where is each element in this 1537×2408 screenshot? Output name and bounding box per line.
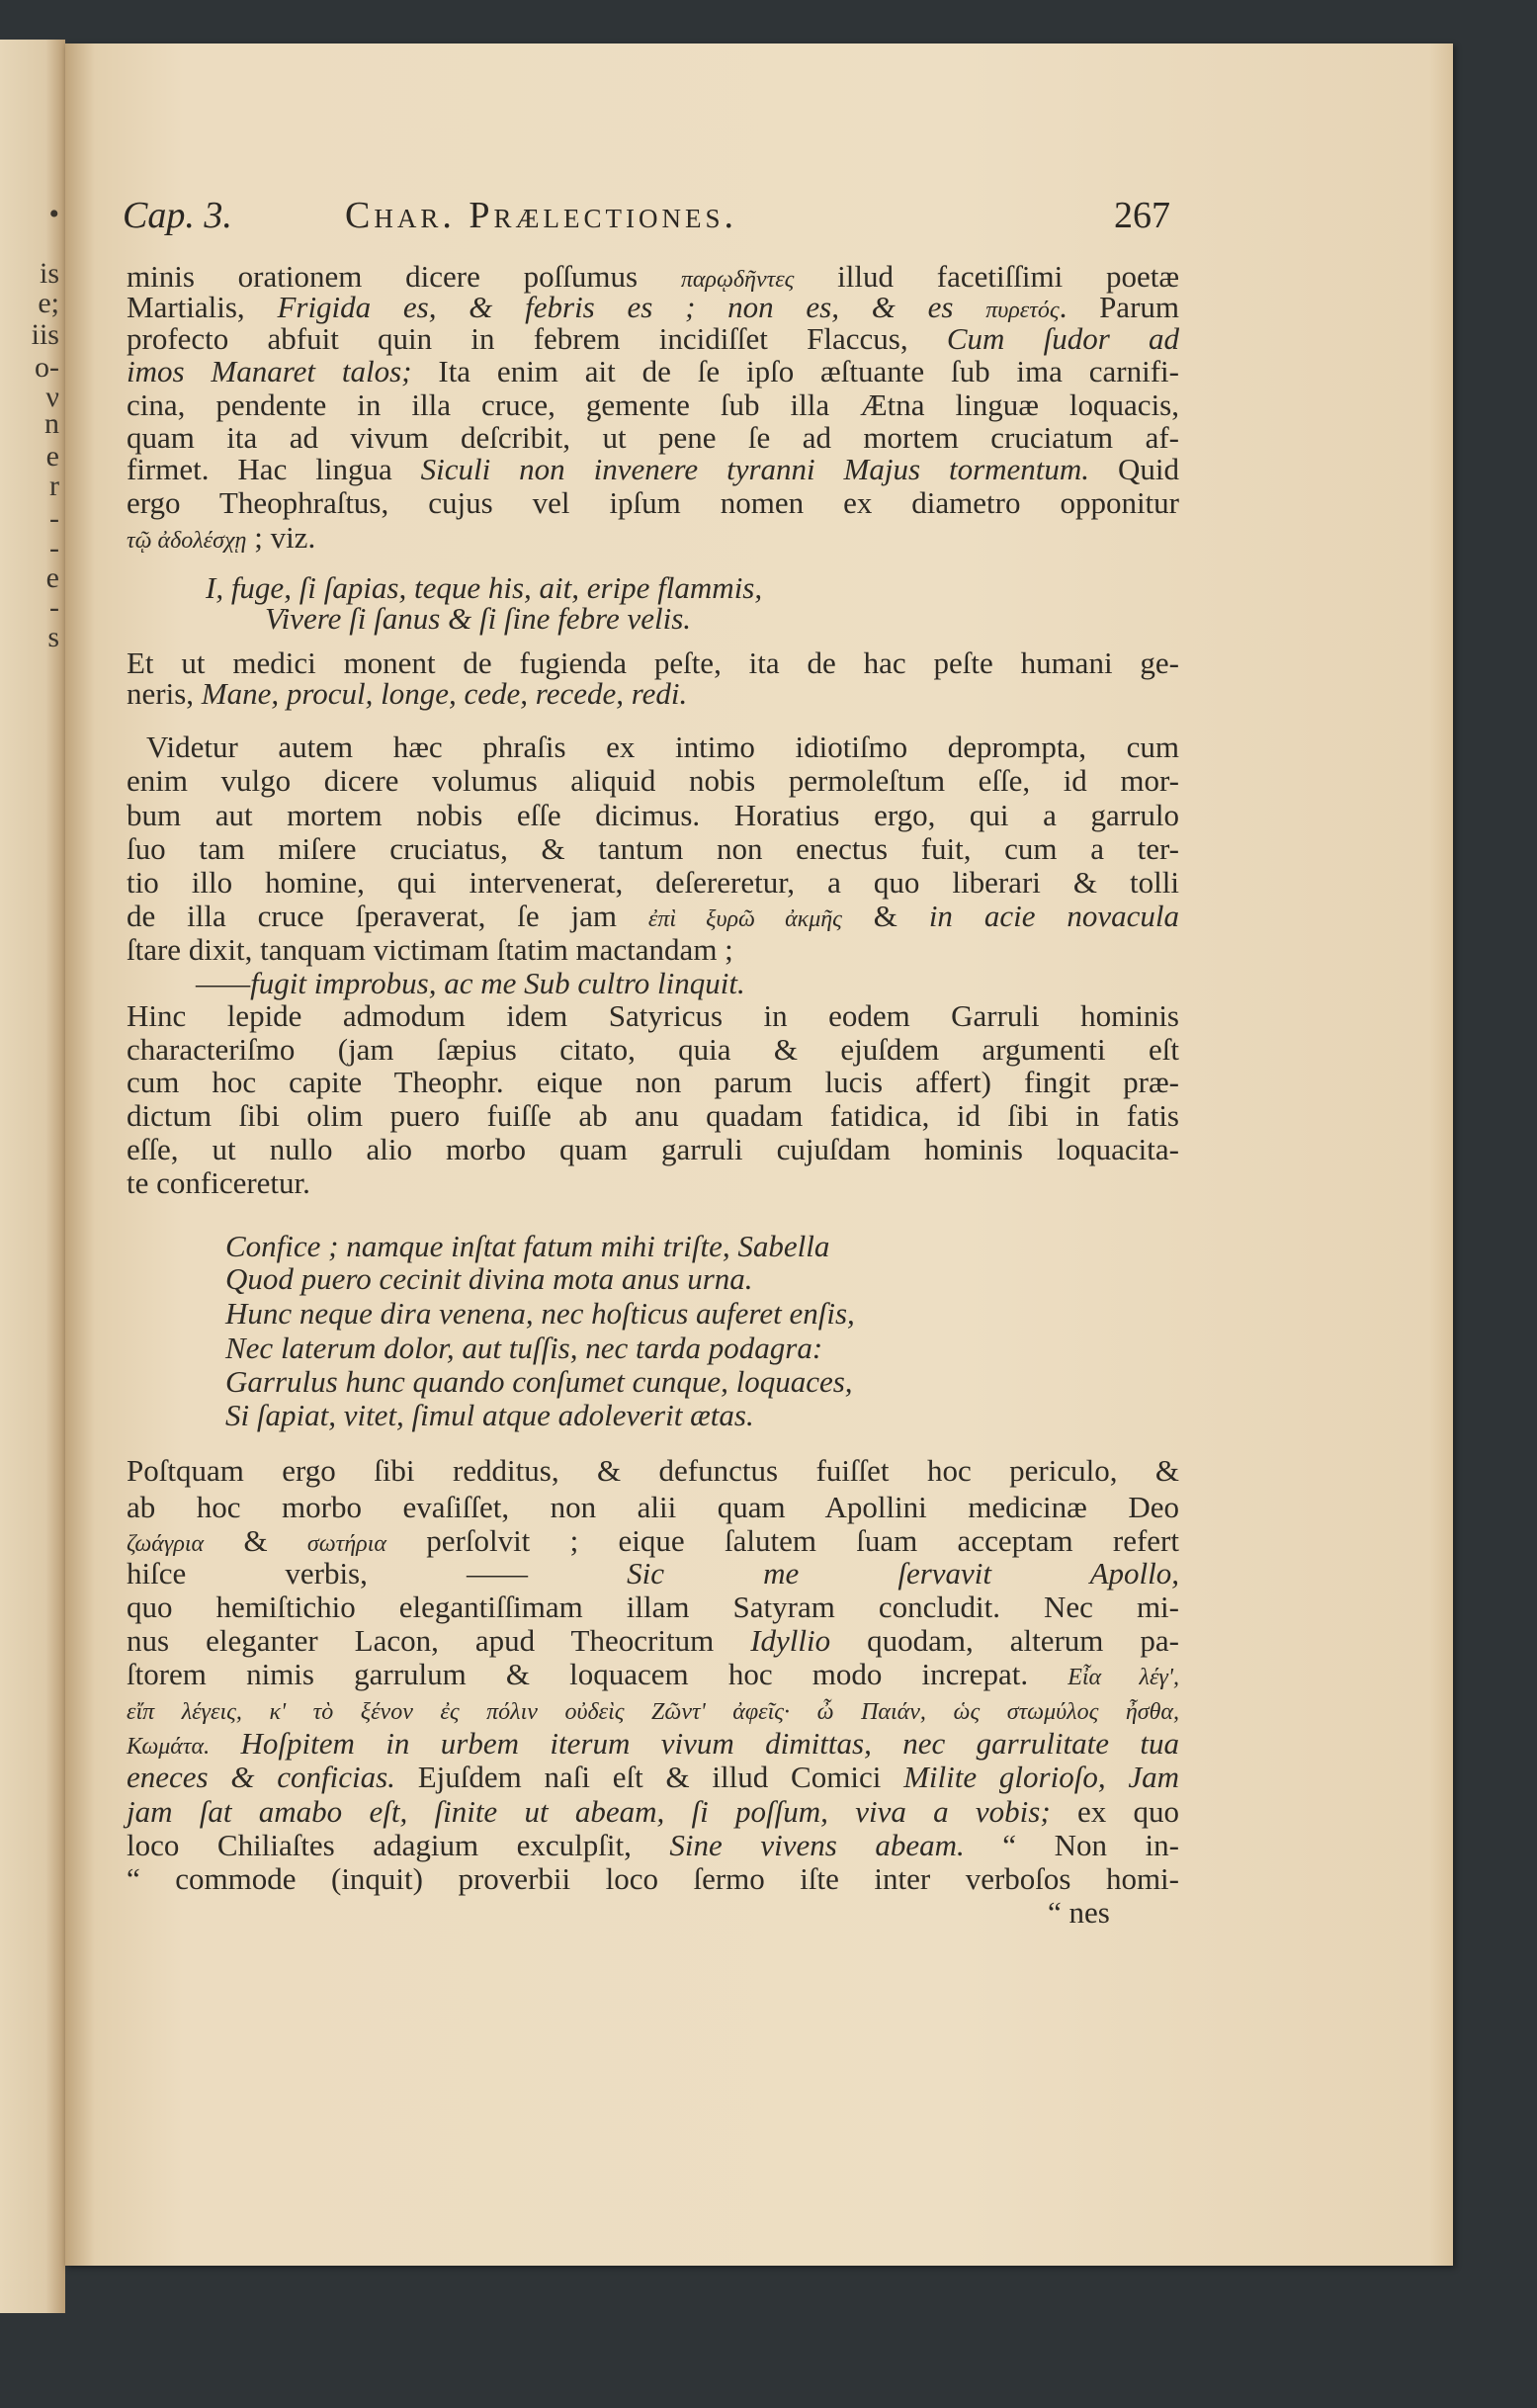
greek-text: Κωμάτα. (127, 1734, 211, 1760)
roman-text: Ejuſdem naſi eſt & illud Comici (394, 1760, 904, 1794)
facing-page-fragment: - (49, 502, 59, 535)
text-line (127, 1862, 1179, 1896)
facing-page-fragment: e (45, 561, 59, 594)
text-line (127, 1591, 1179, 1624)
verse-line (225, 1332, 1179, 1365)
greek-text: τῷ ἀδολέσχῃ (127, 528, 247, 554)
verse-line (225, 1365, 1179, 1399)
facing-page-fragment: - (49, 532, 59, 564)
roman-text: hiſce verbis, —— (127, 1556, 628, 1591)
roman-text: minis orationem dicere poſſumus (127, 259, 681, 294)
verse-line (206, 571, 1179, 605)
facing-page-fragment: ν (45, 381, 59, 413)
running-title: Char. Prælectiones. (345, 195, 737, 236)
page-number: 267 (1114, 195, 1170, 236)
roman-text: ex quo (1050, 1794, 1179, 1829)
roman-text: “ Non in- (964, 1828, 1179, 1862)
verse-line (196, 967, 1179, 1000)
roman-text: cina, pendente in illa cruce, gemente ſub illa Ætna linguæ loquacis, (127, 387, 1179, 422)
text-line (127, 1491, 1179, 1524)
text-line (127, 1166, 1179, 1200)
roman-text: . Parum (1059, 290, 1180, 324)
text-line (127, 1829, 1179, 1862)
roman-text: profecto abfuit quin in febrem incidiſſet Flaccus, (127, 321, 947, 356)
text-line (127, 1133, 1179, 1166)
greek-text: σωτήρια (306, 1531, 386, 1557)
roman-text: loco Chiliaſtes adagium exculpſit, (127, 1828, 670, 1862)
italic-text: Hoſpitem in urbem iterum vivum dimittas, nec garrulitate tua (210, 1726, 1179, 1761)
roman-text: quo hemiſtichio elegantiſſimam illam Satyram concludit. Nec mi- (127, 1590, 1179, 1624)
italic-text: jam ſat amabo eſt, ſinite ut abeam, ſi poſſum, viva a vobis; (127, 1794, 1051, 1829)
roman-text: bum aut mortem nobis eſſe dicimus. Horatius ergo, qui a garrulo (127, 798, 1179, 832)
roman-text: neris, (127, 676, 202, 711)
text-line (127, 421, 1179, 455)
text-line (127, 832, 1179, 866)
roman-text: firmet. Hac lingua (127, 452, 421, 486)
text-line (127, 453, 1179, 486)
text-line (127, 521, 1179, 558)
roman-text: ſtare dixit, tanquam victimam ſtatim mactandam ; (127, 932, 733, 967)
roman-text: & (841, 899, 929, 933)
italic-text: Garrulus hunc quando conſumet cunque, loquaces, (225, 1364, 853, 1399)
roman-text: Et ut medici monent de fugienda peſte, ita de hac peſte humani ge- (127, 645, 1179, 680)
text-line (127, 764, 1179, 798)
text-line (127, 1099, 1179, 1133)
roman-text: characteriſmo (jam ſæpius citato, quia & ejuſdem argumenti eſt (127, 1032, 1179, 1067)
text-line (127, 799, 1179, 832)
roman-text: Videtur autem hæc phraſis ex intimo idiotiſmo deprompta, cum (146, 730, 1179, 764)
greek-text: εἴπ λέγεις, κ' τὸ ξένον ἐς πόλιν οὐδεὶς Ζῶντ' ἀφεῖς· ὦ Παιάν, ὡς στωμύλος ἦσθα, (127, 1699, 1179, 1725)
roman-text: Poſtquam ergo ſibi redditus, & defunctus fuiſſet hoc periculo, & (127, 1453, 1179, 1488)
roman-text: Martialis, (127, 290, 278, 324)
roman-text: ſtorem nimis garrulum & loquacem hoc modo increpat. (127, 1657, 1068, 1691)
italic-text: imos Manaret talos; (127, 354, 412, 388)
italic-text: Hunc neque dira venena, nec hoſticus auferet enſis, (225, 1296, 855, 1331)
text-line (127, 1692, 1179, 1729)
italic-text: Siculi non invenere tyranni Majus tormentum. (420, 452, 1090, 486)
italic-text: Vivere ſi ſanus & ſi ſine febre velis. (265, 601, 692, 636)
text-line (127, 1557, 1179, 1591)
text-line (127, 486, 1179, 520)
facing-page-fragment: • (48, 198, 59, 230)
italic-text: Sine vivens abeam. (669, 1828, 965, 1862)
roman-text: de illa cruce ſperaverat, ſe jam (127, 899, 648, 933)
text-line (127, 933, 1179, 967)
facing-page-fragment: e (45, 440, 59, 473)
roman-text: “ commode (inquit) proverbii loco ſermo iſte inter verboſos homi- (127, 1861, 1179, 1896)
chapter-label: Cap. 3. (123, 195, 232, 236)
roman-text: tio illo homine, qui intervenerat, deſereretur, a quo liberari & tolli (127, 865, 1179, 900)
roman-text: & (204, 1523, 307, 1558)
text-line (127, 355, 1179, 388)
italic-text: Sic me ſervavit Apollo, (627, 1556, 1179, 1591)
facing-page-fragment: - (49, 591, 59, 624)
roman-text: eſſe, ut nullo alio morbo quam garruli cujuſdam hominis loquacita- (127, 1132, 1179, 1166)
text-line (127, 1761, 1179, 1794)
roman-text: ergo Theophraſtus, cujus vel ipſum nomen ex diametro opponitur (127, 485, 1179, 520)
roman-text: quodam, alterum pa- (830, 1623, 1179, 1658)
text-line (127, 1624, 1179, 1658)
roman-text: te conficeretur. (127, 1165, 310, 1200)
facing-page-fragment: e; (38, 287, 59, 319)
text-line (127, 677, 1179, 711)
roman-text: nus eleganter Lacon, apud Theocritum (127, 1623, 751, 1658)
italic-text: Confice ; namque inſtat fatum mihi triſte, Sabella (225, 1229, 830, 1263)
greek-text: ἐπὶ ξυρῶ ἀκμῆς (647, 906, 842, 932)
text-line (127, 1066, 1179, 1099)
text-line (127, 388, 1179, 422)
verse-line (225, 1399, 1179, 1432)
text-line (127, 866, 1179, 900)
text-line (127, 1454, 1179, 1488)
text-line (127, 646, 1179, 680)
italic-text: Idyllio (750, 1623, 831, 1658)
facing-page-fragment: iis (31, 318, 59, 351)
italic-text: Quod puero cecinit divina mota anus urna. (225, 1261, 753, 1296)
roman-text: quam ita ad vivum deſcribit, ut pene ſe ad mortem cruciatum af- (127, 420, 1179, 455)
text-line (146, 731, 1179, 764)
verse-line (225, 1230, 1179, 1263)
roman-text: Quid (1089, 452, 1179, 486)
verse-line (225, 1297, 1179, 1331)
facing-page-fragment: r (49, 470, 59, 502)
roman-text: ; viz. (246, 520, 316, 555)
italic-text: Cum ſudor ad (946, 321, 1180, 356)
roman-text: ab hoc morbo evaſiſſet, non alii quam Apollini medicinæ Deo (127, 1490, 1179, 1524)
italic-text: eneces & conficias. (127, 1760, 395, 1794)
roman-text: perſolvit ; eique ſalutem ſuam acceptam refert (385, 1523, 1179, 1558)
italic-text: Si ſapiat, vitet, ſimul atque adoleverit ætas. (225, 1398, 754, 1432)
italic-text: Frigida es, & febris es ; non es, & es (277, 290, 986, 324)
greek-text: πυρετός (985, 298, 1060, 323)
roman-text: Ita enim ait de ſe ipſo æſtuante ſub ima carnifi- (411, 354, 1179, 388)
italic-text: Mane, procul, longe, cede, recede, redi. (201, 676, 688, 711)
text-line (127, 999, 1179, 1033)
roman-text: enim vulgo dicere volumus aliquid nobis permoleſtum eſſe, id mor- (127, 763, 1179, 798)
text-line (127, 1658, 1179, 1694)
facing-page-edge (0, 40, 65, 2313)
roman-text: dictum ſibi olim puero fuiſſe ab anu quadam fatidica, id ſibi in fatis (127, 1098, 1179, 1133)
text-line (127, 1727, 1179, 1763)
text-line (127, 1795, 1179, 1829)
italic-text: in acie novacula (928, 899, 1179, 933)
roman-text: illud facetiſſimi poetæ (794, 259, 1180, 294)
text-line (127, 322, 1179, 356)
italic-text: Nec laterum dolor, aut tuſſis, nec tarda podagra: (225, 1331, 823, 1365)
text-line (127, 1033, 1179, 1067)
verse-line (225, 1262, 1179, 1296)
roman-text: “ nes (1048, 1895, 1110, 1930)
facing-page-fragment: o- (35, 351, 59, 384)
facing-page-fragment: n (44, 407, 59, 440)
text-line (1048, 1896, 1186, 1930)
italic-text: Milite glorioſo, Jam (903, 1760, 1179, 1794)
greek-text: Εἶα λέγ', (1067, 1665, 1179, 1690)
roman-text: ſuo tam miſere cruciatus, & tantum non enectus fuit, cum a ter- (127, 831, 1179, 866)
greek-text: ζωάγρια (127, 1531, 205, 1557)
verse-line (265, 602, 1179, 636)
greek-text: παρῳδῆντες (680, 267, 795, 293)
roman-text: cum hoc capite Theophr. eique non parum lucis affert) fingit præ- (127, 1065, 1179, 1099)
facing-page-fragment: s (47, 621, 59, 653)
italic-text: ——fugit improbus, ac me Sub cultro linquit. (196, 966, 745, 1000)
roman-text: Hinc lepide admodum idem Satyricus in eodem Garruli hominis (127, 998, 1179, 1033)
facing-page-fragment: is (39, 257, 59, 290)
italic-text: I, fuge, ſi ſapias, teque his, ait, eripe flammis, (206, 570, 763, 605)
text-line (127, 900, 1179, 936)
